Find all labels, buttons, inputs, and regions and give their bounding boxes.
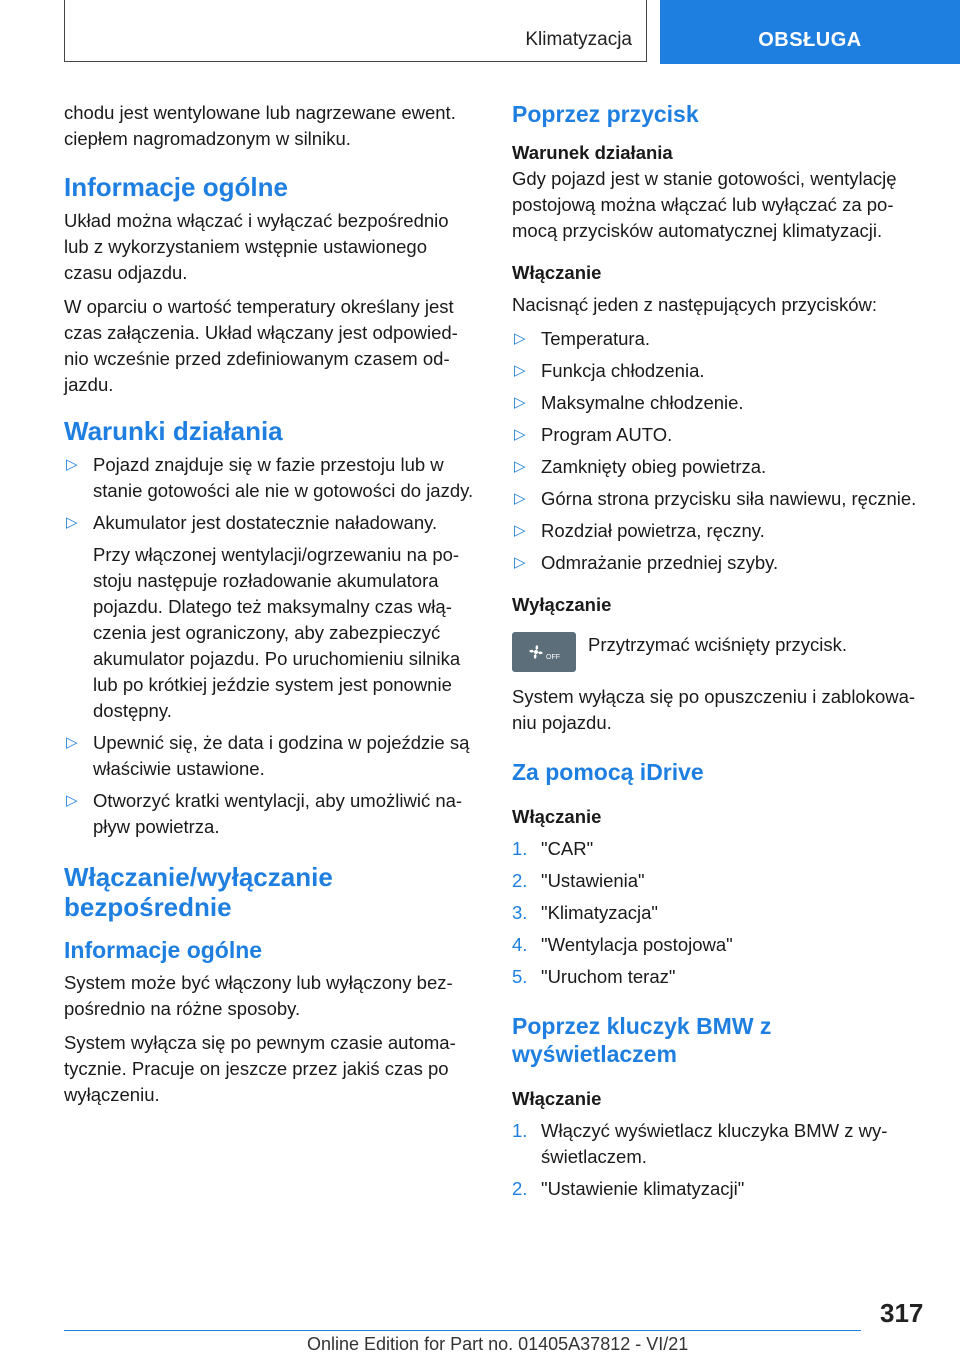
header-chapter-title: OBSŁUGA	[758, 29, 862, 51]
key-steps	[512, 1118, 928, 1202]
triangle-bullet-icon: ▷	[514, 522, 526, 539]
header-chapter-box	[660, 0, 960, 64]
list-item: 3. "Klimatyzacja"	[512, 902, 658, 923]
list-item: ▷ Odmrażanie przedniej szyby.	[512, 550, 928, 576]
triangle-bullet-icon: ▷	[514, 554, 526, 571]
header-section-box	[64, 0, 647, 62]
intro-paragraph: chodu jest wentylowane lub nagrzewane ewent. ciepłem nagromadzonym w silniku.	[64, 102, 456, 149]
auto-off-text: System wyłącza się po opuszczeniu i zablokowaniu pojazdu.	[512, 686, 916, 733]
triangle-bullet-icon: ▷	[514, 458, 526, 475]
page-number: 317	[880, 1298, 924, 1328]
idrive-steps	[512, 836, 928, 990]
footer-edition: Online Edition for Part no. 01405A37812 - VI/21	[307, 1334, 689, 1354]
fan-off-button-icon	[512, 632, 576, 672]
list-item: ▷ Temperatura.	[512, 326, 928, 352]
condition-text: Gdy pojazd jest w stanie gotowości, wentylację postojową można włączać lub wyłączać za pomocą przycisków automatycznej klimatyzacji.	[512, 168, 897, 241]
list-item: 5. "Uruchom teraz"	[512, 966, 676, 987]
list-item: 2. "Ustawienie klimatyzacji"	[512, 1178, 745, 1199]
list-item: 1. Włączyć wyświetlacz kluczyka BMW z wyświetlaczem.	[512, 1120, 888, 1167]
list-item: ▷ Funkcja chłodzenia.	[512, 358, 928, 384]
button-list	[512, 326, 928, 576]
direct-heading: Włączanie/wyłączanie bezpośrednie	[64, 862, 333, 922]
conditions-heading: Warunki działania	[64, 416, 283, 446]
triangle-bullet-icon: ▷	[514, 362, 526, 379]
condition-label: Warunek działania	[512, 142, 673, 163]
info-paragraph-2: W oparciu o wartość temperatury określany jest czas załączenia. Układ włączany jest odpowiednio wcześnie przed zdefiniowanym czasem odjazdu.	[64, 296, 458, 395]
list-item: ▷ Zamknięty obieg powietrza.	[512, 454, 928, 480]
direct-paragraph-1: System może być włączony lub wyłączony bezpośrednio na różne sposoby.	[64, 972, 453, 1019]
list-item: ▷ Rozdział powietrza, ręczny.	[512, 518, 928, 544]
footer-divider	[64, 1330, 861, 1331]
on-intro: Nacisnąć jeden z następujących przycisków:	[512, 294, 878, 315]
list-item: ▷ Pojazd znajduje się w fazie przestoju lub w stanie gotowości ale nie w gotowości do jazdy.	[66, 454, 474, 501]
triangle-bullet-icon: ▷	[66, 456, 78, 473]
idrive-heading: Za pomocą iDrive	[512, 759, 704, 785]
list-item: ▷ Upewnić się, że data i godzina w pojeździe są właściwie ustawione.	[66, 732, 470, 779]
triangle-bullet-icon: ▷	[514, 330, 526, 347]
direct-sub-heading: Informacje ogólne	[64, 937, 263, 963]
triangle-bullet-icon: ▷	[66, 792, 78, 809]
direct-paragraph-2: System wyłącza się po pewnym czasie automatycznie. Pracuje on jeszcze przez jakiś czas po wyłączeniu.	[64, 1032, 456, 1105]
list-item: ▷ Otworzyć kratki wentylacji, aby umożliwić napływ powietrza.	[66, 790, 463, 837]
key-heading: Poprzez kluczyk BMW z wyświetlaczem	[512, 1013, 772, 1067]
off-text: Przytrzymać wciśnięty przycisk.	[588, 634, 848, 655]
off-instruction	[512, 624, 928, 672]
info-heading: Informacje ogólne	[64, 172, 288, 202]
off-button-label: OFF	[546, 654, 560, 661]
button-heading: Poprzez przycisk	[512, 101, 699, 127]
fan-icon	[524, 641, 564, 663]
triangle-bullet-icon: ▷	[66, 514, 78, 531]
header-section-title: Klimatyzacja	[525, 29, 632, 50]
triangle-bullet-icon: ▷	[514, 490, 526, 507]
idrive-on-label: Włączanie	[512, 806, 602, 827]
list-item: 2. "Ustawienia"	[512, 870, 645, 891]
key-on-label: Włączanie	[512, 1088, 602, 1109]
list-item: 4. "Wentylacja postojowa"	[512, 934, 733, 955]
list-item: ▷ Akumulator jest dostatecznie naładowany. Przy włączonej wentylacji/ogrzewaniu na postoju następuje rozładowanie akumulatora pojazdu. Dlatego też maksymalny czas włączenia jest ograniczony, aby zabezpieczyć akumulator pojazdu. Po uruchomieniu silnika lub po krótkiej jeździe system jest ponownie dostępny.	[64, 510, 476, 724]
right-column	[512, 100, 928, 1208]
info-paragraph-1: Układ można włączać i wyłączać bezpośrednio lub z wykorzystaniem wstępnie ustawionego czasu odjazdu.	[64, 210, 449, 283]
on-label: Włączanie	[512, 262, 602, 283]
triangle-bullet-icon: ▷	[514, 394, 526, 411]
list-item: ▷ Maksymalne chłodzenie.	[512, 390, 928, 416]
triangle-bullet-icon: ▷	[514, 426, 526, 443]
list-item: 1. "CAR"	[512, 838, 594, 859]
left-column	[64, 100, 476, 1116]
off-label: Wyłączanie	[512, 594, 612, 615]
list-item: ▷ Górna strona przycisku siła nawiewu, ręcznie.	[512, 486, 928, 512]
battery-note: Przy włączonej wentylacji/ogrzewaniu na postoju następuje rozładowanie akumulatora pojazdu. Dlatego też maksymalny czas włączenia jest ograniczony, aby zabezpieczyć akumulator pojazdu. Po uruchomieniu silnika lub po krótkiej jeździe system jest ponownie dostępny.	[93, 544, 461, 721]
conditions-list	[64, 452, 476, 840]
list-item: ▷ Program AUTO.	[512, 422, 928, 448]
triangle-bullet-icon: ▷	[66, 734, 78, 751]
